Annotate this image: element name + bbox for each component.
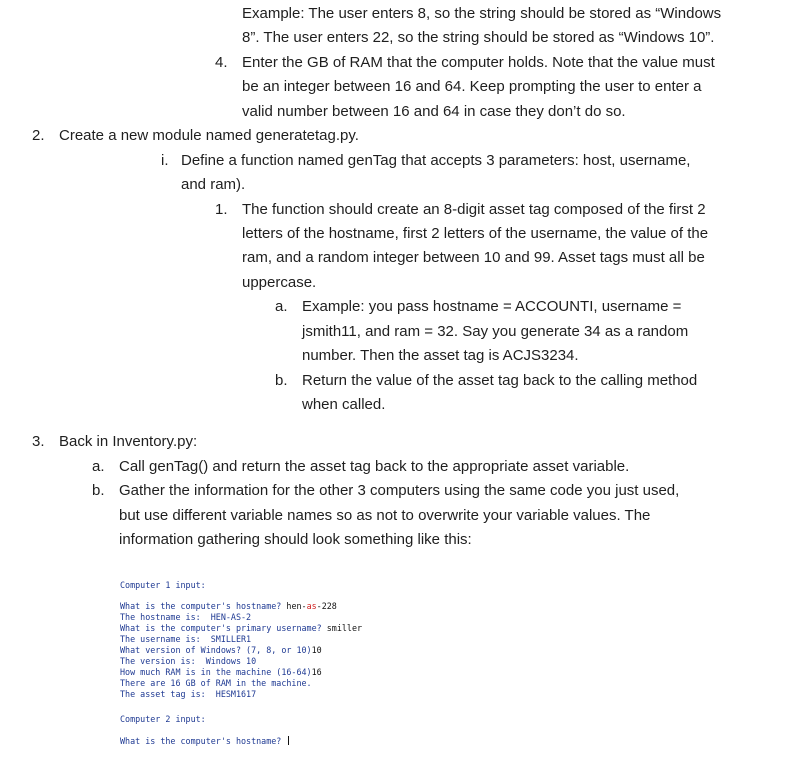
- doc-line: Gather the information for the other 3 computers using the same code you just used,: [119, 482, 680, 499]
- console-prompt: What version of Windows? (7, 8, or 10): [120, 645, 312, 655]
- console-line: The username is: SMILLER1: [120, 634, 252, 644]
- list-marker: b.: [92, 482, 105, 499]
- doc-line: when called.: [302, 396, 386, 413]
- doc-line: valid number between 16 and 64 in case they don’t do so.: [242, 103, 626, 120]
- doc-line: information gathering should look something like this:: [119, 531, 472, 548]
- console-line: There are 16 GB of RAM in the machine.: [120, 678, 312, 688]
- console-prompt: How much RAM is in the machine (16-64): [120, 667, 312, 677]
- doc-line: Example: The user enters 8, so the string should be stored as “Windows: [242, 5, 722, 22]
- console-answer: 16: [311, 667, 322, 677]
- console-answer: 10: [311, 645, 322, 655]
- console-line: The hostname is: HEN-AS-2: [120, 612, 252, 622]
- list-marker: a.: [275, 298, 288, 315]
- doc-line: 8”. The user enters 22, so the string should be stored as “Windows 10”.: [242, 29, 715, 46]
- doc-line: Back in Inventory.py:: [59, 433, 198, 450]
- doc-line: Example: you pass hostname = ACCOUNTI, username =: [302, 298, 682, 315]
- doc-line: ram, and a random integer between 10 and 99. Asset tags must all be: [242, 249, 705, 266]
- doc-line: and ram).: [181, 176, 246, 193]
- doc-line: letters of the hostname, first 2 letters of the username, the value of the: [242, 225, 709, 242]
- list-marker: 3.: [32, 433, 45, 450]
- doc-line: The function should create an 8-digit asset tag composed of the first 2: [242, 201, 706, 218]
- list-marker: 1.: [215, 201, 228, 218]
- doc-line: but use different variable names so as not to overwrite your variable values. The: [119, 507, 651, 524]
- console-header: Computer 1 input:: [120, 580, 206, 590]
- console-answer: -228: [316, 601, 337, 611]
- doc-line: Enter the GB of RAM that the computer holds. Note that the value must: [242, 54, 715, 71]
- list-marker: a.: [92, 458, 105, 475]
- console-line: The asset tag is: HESM1617: [120, 689, 257, 699]
- console-prompt: What is the computer's primary username?: [120, 623, 327, 633]
- doc-line: jsmith11, and ram = 32. Say you generate 34 as a random: [302, 323, 689, 340]
- doc-line: Create a new module named generatetag.py.: [59, 127, 359, 144]
- console-answer-highlight: as: [306, 601, 317, 611]
- console-line: [120, 667, 322, 677]
- doc-line: uppercase.: [242, 274, 317, 291]
- console-prompt: What is the computer's hostname?: [120, 736, 287, 746]
- console-line: [120, 645, 322, 655]
- console-prompt: What is the computer's hostname?: [120, 601, 287, 611]
- doc-line: be an integer between 16 and 64. Keep prompting the user to enter a: [242, 78, 702, 95]
- list-marker: 4.: [215, 54, 228, 71]
- list-marker: 2.: [32, 127, 45, 144]
- console-line: [120, 601, 337, 611]
- list-marker: i.: [161, 152, 169, 169]
- doc-line: Call genTag() and return the asset tag back to the appropriate asset variable.: [119, 458, 630, 475]
- console-header: Computer 2 input:: [120, 714, 206, 724]
- doc-line: Return the value of the asset tag back to the calling method: [302, 372, 698, 389]
- list-marker: b.: [275, 372, 288, 389]
- text-cursor: [288, 736, 289, 745]
- console-answer: hen-: [286, 601, 307, 611]
- console-line: [120, 623, 362, 633]
- console-line: [120, 736, 289, 746]
- doc-line: number. Then the asset tag is ACJS3234.: [302, 347, 579, 364]
- doc-line: Define a function named genTag that accepts 3 parameters: host, username,: [181, 152, 691, 169]
- console-line: The version is: Windows 10: [120, 656, 257, 666]
- console-output: [118, 574, 538, 764]
- console-answer: smiller: [326, 623, 363, 633]
